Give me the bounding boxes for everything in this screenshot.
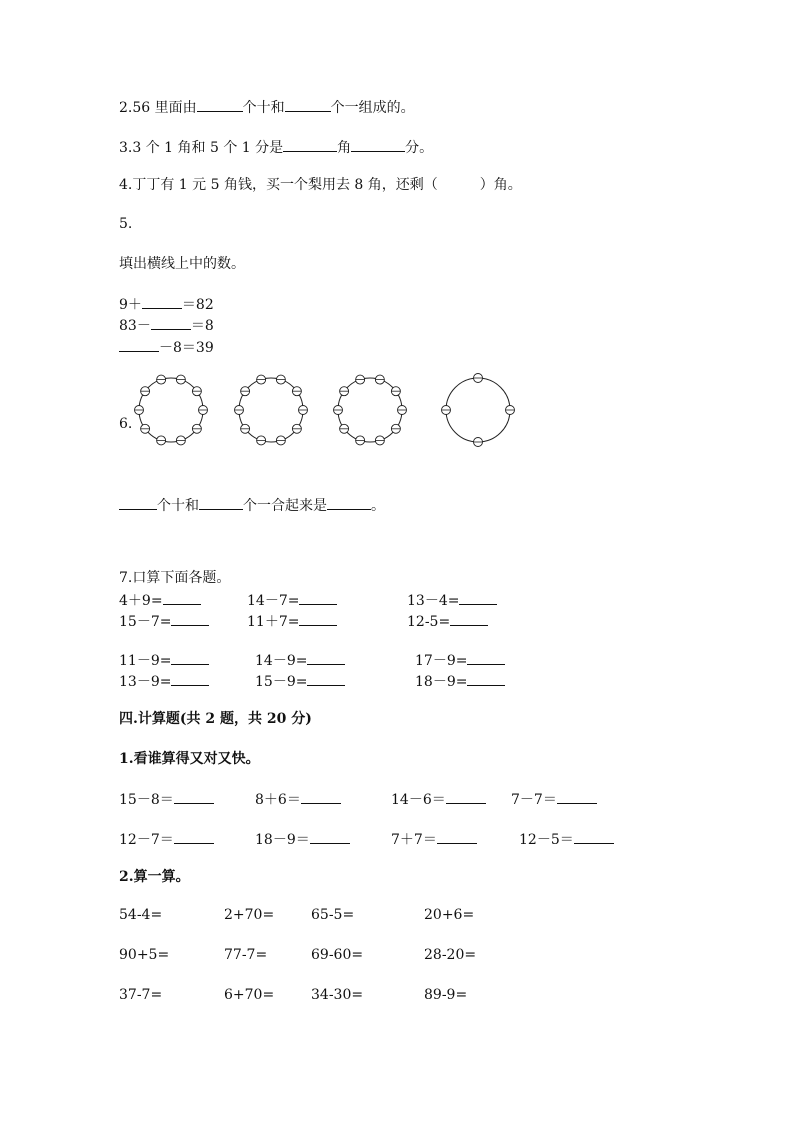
section-heading: 四.计算题(共 2 题，共 20 分) [119, 711, 312, 727]
equation-text: 11＋7= [247, 614, 300, 630]
equation [119, 611, 209, 631]
q6-part3: 。 [371, 498, 385, 514]
equation-text: 77-7= [224, 947, 268, 963]
equation [391, 789, 486, 809]
equation-text: 15－8＝ [119, 792, 174, 808]
answer-blank[interactable] [171, 650, 209, 665]
equation-text: 8＋6＝ [255, 792, 301, 808]
answer-blank[interactable] [171, 671, 209, 686]
answer-blank[interactable] [119, 495, 157, 510]
q3-prefix: 3.3 个 1 角和 5 个 1 分是 [119, 140, 284, 156]
equation [119, 829, 214, 849]
q6-sentence [119, 495, 385, 515]
equation [415, 671, 505, 691]
equation-text: 14－9= [255, 653, 308, 669]
q5-number: 5. [119, 216, 133, 232]
equation [119, 789, 214, 809]
equation-part-b: ＝82 [181, 297, 214, 313]
equation-text: 15－7= [119, 614, 172, 630]
q6-part1: 个十和 [157, 498, 199, 514]
answer-blank[interactable] [174, 829, 214, 844]
q2-suffix: 个一组成的。 [330, 100, 415, 116]
equation-text: 54-4= [119, 907, 163, 923]
equation-text: 12-5= [407, 614, 451, 630]
answer-blank[interactable] [307, 650, 345, 665]
answer-blank[interactable] [574, 829, 614, 844]
equation-text: 6+70= [224, 987, 275, 1003]
bead-rings-figure [130, 370, 550, 456]
equation [407, 611, 488, 631]
equation-text: 14－7= [247, 593, 300, 609]
equation [511, 789, 597, 809]
answer-blank[interactable] [310, 829, 350, 844]
equation-text: 4＋9= [119, 593, 163, 609]
equation [391, 829, 477, 849]
equation-text: 18－9= [415, 674, 468, 690]
equation-text: 89-9= [424, 987, 468, 1003]
s4-q1-title: 1.看谁算得又对又快。 [119, 751, 260, 767]
answer-blank[interactable] [151, 315, 191, 330]
equation-text: 14－6＝ [391, 792, 446, 808]
answer-blank[interactable] [299, 590, 337, 605]
answer-blank[interactable] [163, 590, 201, 605]
equation-text: 37-7= [119, 987, 163, 1003]
q3-suffix: 分。 [405, 140, 434, 156]
answer-blank[interactable] [119, 337, 159, 352]
equation [247, 611, 337, 631]
answer-blank[interactable] [283, 137, 337, 152]
q6-part2: 个一合起来是 [243, 498, 327, 514]
q5-equation-1 [119, 294, 214, 314]
answer-blank[interactable] [450, 611, 488, 626]
equation-text: 20+6= [424, 907, 475, 923]
ten-bead-ring [338, 378, 402, 442]
answer-blank[interactable] [199, 495, 243, 510]
question-2 [119, 97, 415, 117]
question-3 [119, 137, 433, 157]
q5-equation-2 [119, 315, 214, 335]
equation-text: 65-5= [311, 907, 355, 923]
equation-part-b: －8＝39 [159, 340, 214, 356]
equation-text: 12－7＝ [119, 832, 174, 848]
equation [415, 650, 505, 670]
equation [519, 829, 614, 849]
ones-bead-ring [446, 378, 510, 442]
q3-mid: 角 [337, 140, 352, 156]
equation-part-a: 83－ [119, 318, 151, 334]
answer-blank[interactable] [171, 611, 209, 626]
equation-text: 2+70= [224, 907, 275, 923]
equation [119, 671, 209, 691]
ten-bead-ring [139, 378, 203, 442]
equation [407, 590, 497, 610]
equation [119, 650, 209, 670]
q5-equation-3 [119, 337, 214, 357]
answer-blank[interactable] [437, 829, 477, 844]
equation-text: 11－9= [119, 653, 172, 669]
s4-q2-title: 2.算一算。 [119, 869, 190, 885]
equation-text: 17－9= [415, 653, 468, 669]
question-4: 4.丁丁有 1 元 5 角钱，买一个梨用去 8 角，还剩（ ）角。 [119, 177, 522, 193]
equation-text: 13－4= [407, 593, 460, 609]
equation [255, 650, 345, 670]
equation-text: 34-30= [311, 987, 364, 1003]
equation [119, 590, 201, 610]
equation-text: 18－9＝ [255, 832, 310, 848]
ten-bead-ring [239, 378, 303, 442]
answer-blank[interactable] [285, 97, 331, 112]
equation [255, 829, 350, 849]
q6-number: 6. [119, 416, 133, 432]
answer-blank[interactable] [459, 590, 497, 605]
q2-mid: 个十和 [242, 100, 285, 116]
equation-text: 28-20= [424, 947, 477, 963]
equation-text: 7－7＝ [511, 792, 557, 808]
answer-blank[interactable] [446, 789, 486, 804]
q2-prefix: 2.56 里面由 [119, 100, 197, 116]
answer-blank[interactable] [299, 611, 337, 626]
equation-text: 13－9= [119, 674, 172, 690]
answer-blank[interactable] [307, 671, 345, 686]
equation-part-b: ＝8 [190, 318, 214, 334]
answer-blank[interactable] [557, 789, 597, 804]
answer-blank[interactable] [467, 671, 505, 686]
answer-blank[interactable] [351, 137, 405, 152]
answer-blank[interactable] [467, 650, 505, 665]
equation [255, 671, 345, 691]
answer-blank[interactable] [301, 789, 341, 804]
equation-text: 90+5= [119, 947, 170, 963]
equation-text: 7＋7＝ [391, 832, 437, 848]
equation-part-a: 9＋ [119, 297, 142, 313]
answer-blank[interactable] [197, 97, 243, 112]
equation-text: 69-60= [311, 947, 364, 963]
answer-blank[interactable] [142, 294, 182, 309]
q5-instruction: 填出横线上中的数。 [119, 256, 245, 272]
equation [255, 789, 341, 809]
equation-text: 15－9= [255, 674, 308, 690]
q7-title: 7.口算下面各题。 [119, 570, 231, 586]
equation-text: 12－5＝ [519, 832, 574, 848]
answer-blank[interactable] [174, 789, 214, 804]
equation [247, 590, 337, 610]
answer-blank[interactable] [327, 495, 371, 510]
